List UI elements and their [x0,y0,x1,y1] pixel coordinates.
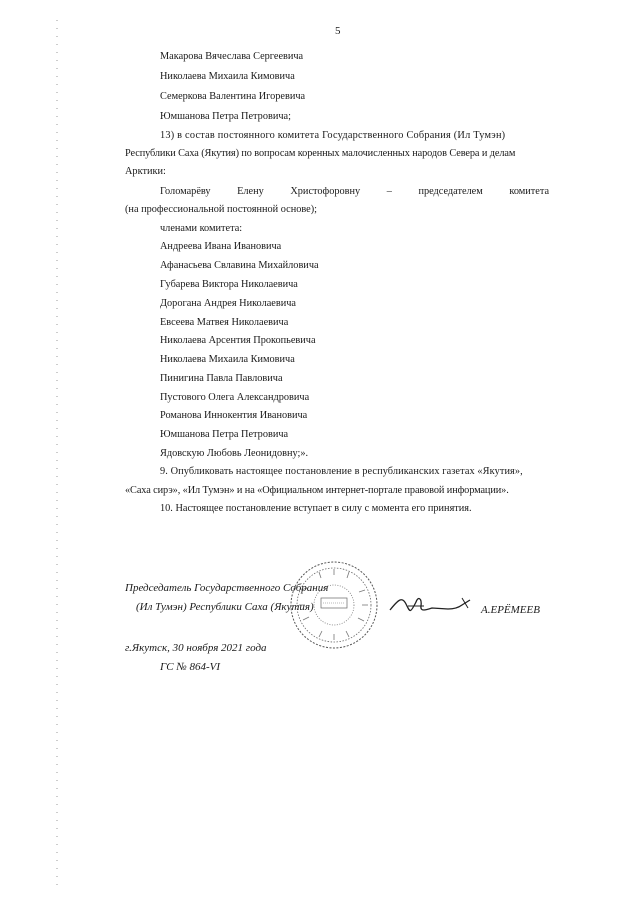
text-line: Семеркова Валентина Игоревича [160,91,306,102]
signatory-title-line-1: Председатель Государственного Собрания [125,582,329,594]
member-item: Пинигина Павла Павловича [160,373,283,384]
paragraph-13-line-3: Арктики: [125,166,166,177]
signatory-name: А.ЕРЁМЕЕВ [481,604,540,616]
member-item: Юмшанова Петра Петровича [160,429,289,440]
paragraph-9-line-2: «Саха сирэ», «Ил Тумэн» и на «Официальном интернет-портале правовой информации». [125,485,509,496]
paragraph-10: 10. Настоящее постановление вступает в силу с момента его принятия. [160,503,472,514]
member-item: Ядовскую Любовь Леонидовну;». [160,448,309,459]
member-item: Дорогана Андрея Николаевича [160,298,296,309]
chair-line-1: Голомарёву Елену Христофоровну – председателем комитета [160,186,550,197]
member-item: Андреева Ивана Ивановича [160,241,282,252]
chair-line-2: (на профессиональной постоянной основе); [125,204,318,215]
text-line: Юмшанова Петра Петровича; [160,111,291,122]
signatory-title-line-2: (Ил Тумэн) Республики Саха (Якутия) [136,601,314,613]
paragraph-13-line-1: 13) в состав постоянного комитета Государственного Собрания (Ил Тумэн) [160,130,506,141]
member-item: Губарева Виктора Николаевича [160,279,298,290]
text-line: Макарова Вячеслава Сергеевича [160,51,304,62]
member-item: Афанасьева Свлавина Михайловича [160,260,319,271]
member-item: Николаева Михаила Кимовича [160,354,295,365]
place-and-date: г.Якутск, 30 ноября 2021 года [125,642,267,654]
member-item: Николаева Арсентия Прокопьевича [160,335,316,346]
page-number: 5 [335,25,341,37]
member-item: Романова Иннокентия Ивановича [160,410,308,421]
text-line: Николаева Михаила Кимовича [160,71,295,82]
binding-margin-dots [56,0,58,905]
document-number: ГС № 864-VI [160,661,221,673]
handwritten-signature [388,590,478,620]
members-heading: членами комитета: [160,223,243,234]
paragraph-13-line-2: Республики Саха (Якутия) по вопросам коренных малочисленных народов Севера и делам [125,148,516,159]
member-item: Евсеева Матвея Николаевича [160,317,289,328]
member-item: Пустового Олега Александровича [160,392,310,403]
paragraph-line [160,129,546,142]
paragraph-9-line-1: 9. Опубликовать настоящее постановление в республиканских газетах «Якутия», [160,466,523,477]
